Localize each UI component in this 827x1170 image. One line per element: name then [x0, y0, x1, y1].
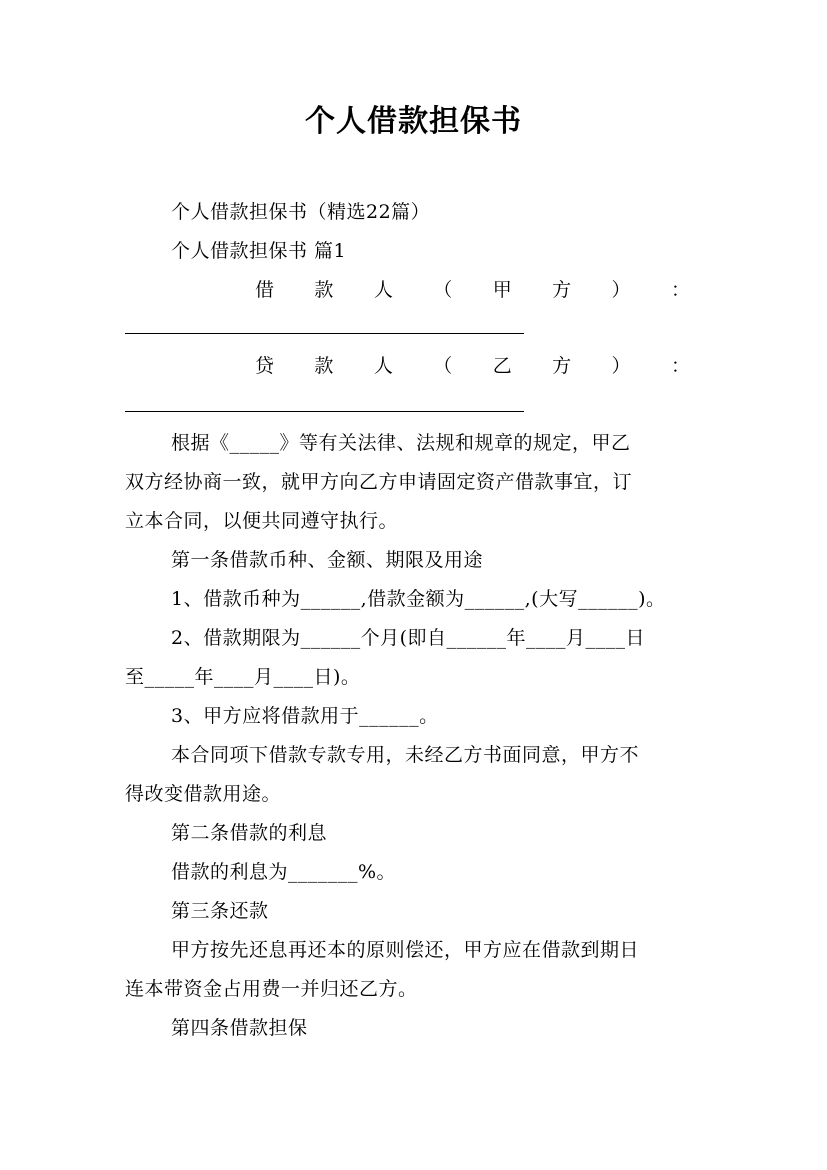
lender-char: 贷 — [255, 355, 275, 377]
article-3-heading: 第三条还款 — [171, 900, 269, 922]
article-1-item-2-cont: 至_____年____月____日)。 — [125, 666, 361, 688]
article-2-heading: 第二条借款的利息 — [171, 822, 328, 844]
lender-fill-line — [125, 411, 524, 412]
lender-char: （ — [433, 355, 453, 377]
lender-char: ） — [611, 355, 631, 377]
article-1-paragraph: 本合同项下借款专款专用，未经乙方书面同意，甲方不 — [171, 744, 640, 766]
basis-paragraph-line: 双方经协商一致，就甲方向乙方申请固定资产借款事宜，订 — [125, 471, 633, 493]
borrower-char: 甲 — [492, 279, 512, 301]
borrower-char: ） — [611, 279, 631, 301]
lender-char: ： — [670, 355, 690, 377]
lender-char: 人 — [373, 355, 393, 377]
article-3-paragraph-cont: 连本带资金占用费一并归还乙方。 — [125, 978, 418, 1000]
borrower-char: 人 — [373, 279, 393, 301]
article-3-paragraph: 甲方按先还息再还本的原则偿还，甲方应在借款到期日 — [171, 939, 640, 961]
article-2-text: 借款的利息为_______%。 — [171, 861, 397, 883]
lender-char: 方 — [552, 355, 572, 377]
borrower-char: ： — [670, 279, 690, 301]
article-1-heading: 第一条借款币种、金额、期限及用途 — [171, 549, 484, 571]
article-1-item-2: 2、借款期限为______个月(即自______年____月____日 — [171, 627, 646, 649]
article-1-item-3: 3、甲方应将借款用于______。 — [171, 705, 439, 727]
basis-paragraph-line: 根据《_____》等有关法律、法规和规章的规定，甲乙 — [171, 432, 631, 454]
borrower-char: 款 — [314, 279, 334, 301]
document-title: 个人借款担保书 — [305, 104, 522, 139]
part-heading: 个人借款担保书 篇1 — [171, 240, 347, 262]
borrower-fill-line — [125, 333, 524, 334]
borrower-party-row — [255, 271, 690, 310]
intro-line: 个人借款担保书（精选22篇） — [171, 201, 431, 223]
lender-party-row — [255, 347, 690, 386]
borrower-char: 借 — [255, 279, 275, 301]
borrower-char: 方 — [552, 279, 572, 301]
article-4-heading: 第四条借款担保 — [171, 1017, 308, 1039]
article-1-item-1: 1、借款币种为______,借款金额为______,(大写______)。 — [171, 588, 666, 610]
article-1-paragraph-cont: 得改变借款用途。 — [125, 783, 282, 805]
lender-char: 乙 — [492, 355, 512, 377]
lender-char: 款 — [314, 355, 334, 377]
borrower-char: （ — [433, 279, 453, 301]
basis-paragraph-line: 立本合同，以便共同遵守执行。 — [125, 510, 399, 532]
